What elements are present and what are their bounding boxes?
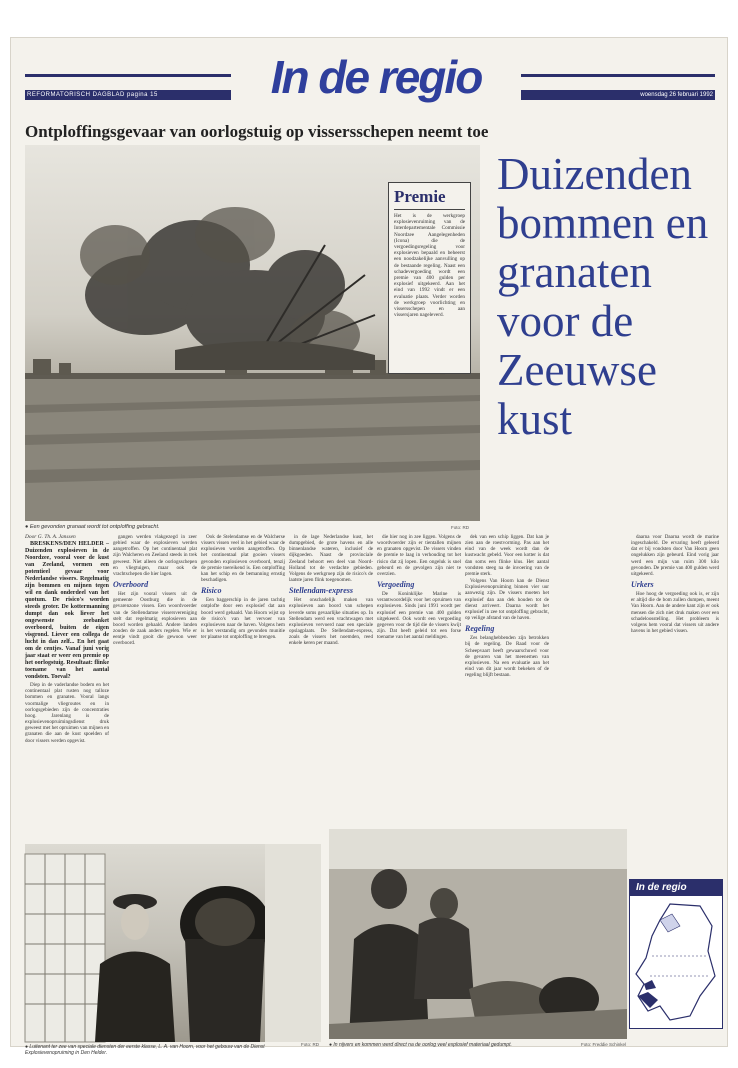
article-col6-body: dek van een schip liggen. Dat kan je zien aan de roestvorming. Pas aan het eind van de week wordt dan de kustwacht gebeld. Voor een kotter is dat dan soms een flinke klus. Het aantal vondsten steeg na de invoering van de premie sterk.	[465, 534, 549, 577]
officer-illustration	[25, 844, 321, 1042]
article-col2-body: gangen werden vlakgezegd in zeer gebied waar de explosieven werden aangetroffen. Op het continentaal plat zijn Walcheren en Zeeland steeds in trek geweest. Niet alleen de oorlogsschepen en vliegtuigen, maar ook de vrachtschepen die hier lagen.	[113, 534, 197, 577]
hero-caption-text: Een gevonden granaat wordt tot ontploffing gebracht.	[29, 524, 160, 530]
masthead-date: woensdag 26 februari 1992	[640, 92, 713, 98]
feature-title: Duizenden bommen en granaten voor de Zeeuwse kust	[497, 149, 709, 444]
masthead-paper-name: REFORMATORISCH DAGBLAD pagina 15	[27, 92, 158, 98]
article-column-3	[201, 534, 285, 840]
article-col5-b: De Koninklijke Marine is verantwoordelijk voor het opruimen van explosieven. Sinds juni 1991 wordt per explosief een premie van 400 gulden uitgekeerd. Ook wordt een vergoeding gegeven voor de tijd die de vissers kwijt zijn. Dat heeft geleid tot een forse toename van het aantal meldingen.	[377, 591, 461, 641]
article-col6-c: Zes belanghebbenden zijn betrokken bij de regeling. De Raad voor de Scheepvaart heeft gewaarschuwd voor de gevaren van het meenemen van explosieven. Na een evaluatie aan het eind van dit jaar wordt bekeken of de regeling blijft bestaan.	[465, 635, 549, 679]
photo2-caption-text: Luitenant ter zee van speciale diensten der eerste klasse, L. A. van Hoorn, voor het gebouw van de Dienst Explosievenopruiming in Den Helder.	[25, 1044, 265, 1056]
article-col3-b: Een baggerschip in de jaren tachtig ontplofte door een explosief dat aan boord werd gehaald. Van Hoorn wijst op de risico's van het vervoer van explosieven naar de haven. Volgens hem is het verstandig om gevonden munitie ter plaatse tot ontploffing te brengen.	[201, 597, 285, 641]
subhead-risico: Risico	[201, 586, 222, 596]
section-logo: In de regio	[231, 52, 521, 102]
regio-map	[629, 879, 723, 1029]
photo3-caption-text: In nijvers en kommen werd direct na de oorlog veel explosief materiaal gedumpt.	[333, 1042, 512, 1048]
article-col7-b: Hoe hoog de vergoeding ook is, er zijn er altijd die de bom zullen dumpen, meent Van Hoorn. Aan de andere kant zijn er ook mensen die zich niet druk maken over een schadeloosstelling. Het probleem is volgens hem vooral dat vissers uit andere havens in het gebied vissen.	[631, 591, 719, 635]
article-column-6	[465, 534, 549, 824]
article-col2-b: Het zijn vooral vissers uit de gemeente Oostburg die in de gevarenzone vissen. Een woordvoerder van de Stellendamse vissersvereniging stelt dat regelmatig explosieven aan boord worden gehaald. Andere landen zouden de zaak anders regelen. Wie er eentje vindt gooit die gewoon weer overboord.	[113, 591, 197, 647]
article-column-1	[25, 534, 109, 840]
subhead-urkers: Urkers	[631, 580, 654, 590]
article-column-7	[631, 534, 719, 874]
hero-caption: ● Een gevonden granaat wordt tot ontploffing gebracht.	[25, 524, 160, 530]
divers-illustration	[329, 829, 627, 1039]
photo-van-hoorn	[25, 844, 321, 1042]
photo2-credit: Foto: RD	[301, 1042, 320, 1047]
article-col5-body: die hier nog in zee liggen. Volgens de woordvoerder zijn er tientallen mijnen en granaten opgevist. De vissers vinden de premie te laag in verhouding tot het risico dat zij lopen. Een ongeluk is snel gebeurd en de gevolgen zijn niet te overzien.	[377, 534, 461, 577]
hero-credit: Foto: RD	[451, 525, 470, 530]
premie-text: Het is de werkgroep explosievenruiming van de Interdepartementale Commissie Noordzee Aangelegenheden (Icona) die de vergoedingsregeling voor explosieven bepaald en beheerst een noodzakelijke aanvulling op de bestaande regeling. Naast een schadevergoeding wordt een premie van 400 gulden per explosief uitgekeerd. Aan het eind van 1992 vindt er een evaluatie plaats. Verder worden de werkgroep voorlichting en vissersschepen en aan vissersjaren nageleverd.	[394, 213, 465, 319]
photo3-credit: Foto: Freddie Schinkel	[581, 1042, 627, 1047]
article-col6-b: Volgens Van Hoorn kan de Dienst Explosievenopruiming binnen vier uur aanwezig zijn. De vissers moeten het explosief dan aan dek houden tot de dienst arriveert. Daarna wordt het explosief in zee tot ontploffing gebracht, op veilige afstand van de haven.	[465, 578, 549, 622]
article-col7-body: daarna voor Daarna wordt de marine ingeschakeld. De ervaring heeft geleerd dat er bij vondsten door Van Hoorn geen ongelukken zijn gebeurd. Eind vorig jaar werd een mijn van ruim 300 kilo gevonden. De premie van 400 gulden werd uitgekeerd.	[631, 534, 719, 577]
photo2-caption: ● Luitenant ter zee van speciale diensten der eerste klasse, L. A. van Hoorn, voor het gebouw van de Dienst Explosievenopruiming in Den Helder.	[25, 1044, 265, 1056]
article-column-4	[289, 534, 373, 824]
photo3-caption: ● In nijvers en kommen werd direct na de oorlog veel explosief materiaal gedumpt.	[329, 1042, 512, 1048]
subhead-stellendam: Stellendam-express	[289, 586, 353, 596]
photo-divers	[329, 829, 627, 1039]
article-col4-b: Het onschadelijk maken van explosieven aan boord van schepen leverde soms gevaarlijke situaties op. In Stellendam werd een vrachtwagen met explosieven vervoerd naar een speciale opslagplaats. De Stellendam-express, zoals de vissers het noemden, reed enkele keren per maand.	[289, 597, 373, 647]
article-column-5	[377, 534, 461, 824]
article-col3-body: Ook de Stelendamse en de Walcherse vissers vissen veel in het gebied waar de explosieven worden aangetroffen. Op het continentaal plat gooien vissers gevonden explosieven overboord, tenzij de premie toereikend is. Een ontploffing kan het schip en de bemanning ernstig beschadigen.	[201, 534, 285, 584]
article-col1-body: Diep in de vaderlandse bodem en het continentaal plat rusten nog talloze bommen en granaten. Vooral langs voormalige vliegroutes en in oorlogsgebieden zijn de concentraties hoog. Jarenlang is de explosievenopruimingsdienst druk geweest met het opruimen van mijnen en granaten die aan de kust spoelden of door vissers werden opgevist.	[25, 682, 109, 744]
subhead-regeling: Regeling	[465, 624, 495, 634]
article-column-2	[113, 534, 197, 840]
subhead-overboord: Overboord	[113, 580, 149, 590]
map-header: In de regio	[630, 880, 722, 896]
netherlands-map-icon	[630, 896, 724, 1030]
newspaper-page	[10, 37, 728, 1056]
premie-sidebar	[388, 182, 471, 374]
masthead	[11, 38, 729, 108]
subhead-vergoeding: Vergoeding	[377, 580, 415, 590]
premie-title: Premie	[394, 187, 465, 210]
article-intro: BRESKENS/DEN HELDER – Duizenden explosieven in de Noordzee, vooral voor de kust van Zeeland, vormen een potentieel gevaar voor Nederlandse vissers. Regelmatig zijn bommen en mijnen tegen wil en dank onderdeel van het quotum. De risico's worden steeds groter. De kottermanning dumpt dan ook liever het ongewenste zeebanket overboord, buiten de eigen visgrond. Liever een collega de lucht in dan zelf... En het gaat om de centjes. Vanaf juni vorig jaar staat er weer een premie op het oorlogstuig. Resultaat: flinke toename van het aantal vondsten. Toeval?	[25, 541, 109, 681]
article-col4-body: in de lage Nederlandse kust, het dumpgebied, de grote havens en alle binnenlandse wateren, inclusief de dijkgoeden. Naast de provinciale Zeeland behoort een deel van Noord-Holland tot de verdachte gebieden. Volgens de werkgroep zijn de risico's de laatste jaren flink toegenomen.	[289, 534, 373, 584]
page-headline: Ontploffingsgevaar van oorlogstuig op vissersschepen neemt toe	[25, 122, 489, 141]
article-byline: Door G. Th. A. Janssen	[25, 534, 76, 540]
